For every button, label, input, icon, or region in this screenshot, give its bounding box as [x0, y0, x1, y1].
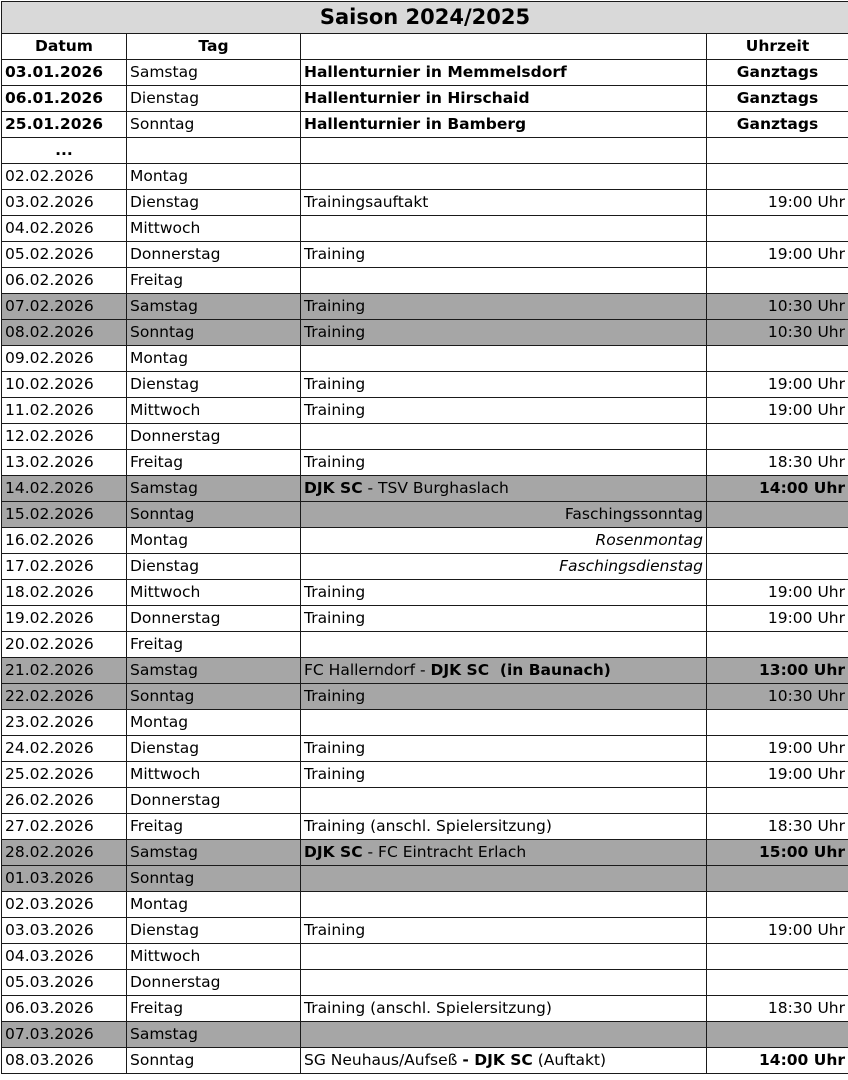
- table-row: [2, 840, 848, 866]
- cell-event: [301, 658, 707, 684]
- cell-datum: 01.03.2026: [2, 866, 127, 892]
- cell-tag: Donnerstag: [127, 606, 301, 632]
- table-row: [2, 632, 848, 658]
- cell-datum: 08.03.2026: [2, 1048, 127, 1074]
- cell-tag: Freitag: [127, 996, 301, 1022]
- cell-uhrzeit: [707, 424, 848, 450]
- event-text: - TSV Burghaslach: [362, 479, 509, 497]
- cell-tag: Samstag: [127, 658, 301, 684]
- cell-event: [301, 632, 707, 658]
- cell-datum: 12.02.2026: [2, 424, 127, 450]
- cell-tag: Mittwoch: [127, 216, 301, 242]
- cell-event: [301, 814, 707, 840]
- cell-event: [301, 398, 707, 424]
- cell-event: [301, 1022, 707, 1048]
- cell-event: [301, 944, 707, 970]
- table-row: [2, 242, 848, 268]
- cell-datum: 03.03.2026: [2, 918, 127, 944]
- cell-tag: Sonntag: [127, 1048, 301, 1074]
- cell-tag: Donnerstag: [127, 242, 301, 268]
- cell-tag: Mittwoch: [127, 580, 301, 606]
- cell-datum: 06.02.2026: [2, 268, 127, 294]
- cell-datum: 21.02.2026: [2, 658, 127, 684]
- cell-tag: Samstag: [127, 294, 301, 320]
- cell-tag: Samstag: [127, 1022, 301, 1048]
- cell-datum: 14.02.2026: [2, 476, 127, 502]
- event-text: Training: [304, 453, 366, 471]
- cell-uhrzeit: 13:00 Uhr: [707, 658, 848, 684]
- cell-event: [301, 476, 707, 502]
- cell-uhrzeit: [707, 1022, 848, 1048]
- cell-uhrzeit: [707, 788, 848, 814]
- event-text: Training: [304, 921, 366, 939]
- table-row: [2, 944, 848, 970]
- event-text: Training: [304, 687, 366, 705]
- event-text: DJK SC (in Baunach): [430, 661, 611, 679]
- table-row: [2, 398, 848, 424]
- cell-event: [301, 216, 707, 242]
- cell-tag: Dienstag: [127, 190, 301, 216]
- table-row: [2, 528, 848, 554]
- table-row: [2, 658, 848, 684]
- cell-tag: Samstag: [127, 60, 301, 86]
- table-row: [2, 1048, 848, 1074]
- table-row: [2, 112, 848, 138]
- table-row: [2, 372, 848, 398]
- event-text: FC Hallerndorf -: [304, 661, 431, 679]
- cell-tag: Mittwoch: [127, 398, 301, 424]
- table-row: [2, 580, 848, 606]
- cell-datum: 06.03.2026: [2, 996, 127, 1022]
- table-row: [2, 736, 848, 762]
- cell-uhrzeit: [707, 216, 848, 242]
- table-row: [2, 788, 848, 814]
- cell-tag: Samstag: [127, 840, 301, 866]
- cell-tag: Montag: [127, 528, 301, 554]
- cell-event: [301, 372, 707, 398]
- cell-event: [301, 554, 707, 580]
- cell-uhrzeit: [707, 970, 848, 996]
- cell-datum: 03.01.2026: [2, 60, 127, 86]
- cell-datum: 15.02.2026: [2, 502, 127, 528]
- event-text: Rosenmontag: [595, 531, 703, 549]
- table-row: [2, 554, 848, 580]
- cell-event: [301, 60, 707, 86]
- header-event: [301, 34, 707, 60]
- cell-event: [301, 502, 707, 528]
- cell-tag: Montag: [127, 892, 301, 918]
- table-row: [2, 164, 848, 190]
- cell-tag: Freitag: [127, 814, 301, 840]
- cell-uhrzeit: 10:30 Uhr: [707, 320, 848, 346]
- cell-uhrzeit: [707, 502, 848, 528]
- cell-uhrzeit: 15:00 Uhr: [707, 840, 848, 866]
- title-row: [2, 2, 848, 34]
- cell-tag: Sonntag: [127, 502, 301, 528]
- cell-datum: 05.03.2026: [2, 970, 127, 996]
- cell-event: [301, 788, 707, 814]
- cell-tag: Montag: [127, 346, 301, 372]
- table-row: [2, 502, 848, 528]
- cell-uhrzeit: 14:00 Uhr: [707, 1048, 848, 1074]
- event-text: Hallenturnier in Hirschaid: [304, 89, 530, 107]
- cell-tag: Samstag: [127, 476, 301, 502]
- cell-event: [301, 606, 707, 632]
- cell-event: [301, 424, 707, 450]
- cell-datum: 18.02.2026: [2, 580, 127, 606]
- cell-uhrzeit: [707, 710, 848, 736]
- cell-uhrzeit: [707, 892, 848, 918]
- cell-datum: 19.02.2026: [2, 606, 127, 632]
- cell-tag: [127, 138, 301, 164]
- event-text: Training: [304, 375, 366, 393]
- cell-event: [301, 112, 707, 138]
- table-row: [2, 320, 848, 346]
- cell-uhrzeit: 10:30 Uhr: [707, 294, 848, 320]
- cell-event: [301, 1048, 707, 1074]
- cell-tag: Sonntag: [127, 866, 301, 892]
- cell-event: [301, 710, 707, 736]
- cell-datum: 02.02.2026: [2, 164, 127, 190]
- event-text: Training: [304, 401, 366, 419]
- cell-tag: Donnerstag: [127, 424, 301, 450]
- cell-event: [301, 736, 707, 762]
- table-row: [2, 424, 848, 450]
- cell-event: [301, 840, 707, 866]
- cell-tag: Dienstag: [127, 554, 301, 580]
- cell-datum: 08.02.2026: [2, 320, 127, 346]
- event-text: Training: [304, 583, 366, 601]
- cell-uhrzeit: Ganztags: [707, 60, 848, 86]
- table-row: [2, 996, 848, 1022]
- cell-tag: Mittwoch: [127, 762, 301, 788]
- table-row: [2, 762, 848, 788]
- event-text: Training: [304, 323, 366, 341]
- cell-uhrzeit: [707, 164, 848, 190]
- cell-event: [301, 320, 707, 346]
- cell-datum: 07.02.2026: [2, 294, 127, 320]
- cell-datum: 11.02.2026: [2, 398, 127, 424]
- cell-tag: Freitag: [127, 450, 301, 476]
- cell-datum: 25.01.2026: [2, 112, 127, 138]
- cell-datum: 23.02.2026: [2, 710, 127, 736]
- cell-uhrzeit: [707, 346, 848, 372]
- cell-uhrzeit: Ganztags: [707, 86, 848, 112]
- table-row: [2, 476, 848, 502]
- cell-tag: Montag: [127, 164, 301, 190]
- cell-tag: Dienstag: [127, 372, 301, 398]
- cell-uhrzeit: [707, 138, 848, 164]
- cell-tag: Freitag: [127, 268, 301, 294]
- cell-event: [301, 996, 707, 1022]
- cell-uhrzeit: 18:30 Uhr: [707, 450, 848, 476]
- cell-uhrzeit: [707, 554, 848, 580]
- cell-datum: 28.02.2026: [2, 840, 127, 866]
- cell-uhrzeit: 19:00 Uhr: [707, 242, 848, 268]
- cell-datum: 24.02.2026: [2, 736, 127, 762]
- cell-event: [301, 190, 707, 216]
- cell-uhrzeit: 19:00 Uhr: [707, 762, 848, 788]
- cell-datum: 13.02.2026: [2, 450, 127, 476]
- event-text: Trainingsauftakt: [304, 193, 429, 211]
- cell-datum: 20.02.2026: [2, 632, 127, 658]
- table-row: [2, 606, 848, 632]
- table-row: [2, 190, 848, 216]
- cell-event: [301, 138, 707, 164]
- event-text: (Auftakt): [532, 1051, 607, 1069]
- cell-uhrzeit: 18:30 Uhr: [707, 814, 848, 840]
- event-text: Training: [304, 765, 366, 783]
- cell-uhrzeit: 19:00 Uhr: [707, 606, 848, 632]
- cell-event: [301, 164, 707, 190]
- table-row: [2, 892, 848, 918]
- cell-tag: Mittwoch: [127, 944, 301, 970]
- event-text: Faschingsdienstag: [559, 557, 703, 575]
- cell-uhrzeit: 14:00 Uhr: [707, 476, 848, 502]
- event-text: Training: [304, 297, 366, 315]
- cell-event: [301, 970, 707, 996]
- cell-event: [301, 294, 707, 320]
- cell-datum: 04.02.2026: [2, 216, 127, 242]
- event-text: DJK SC: [304, 479, 363, 497]
- table-row: [2, 294, 848, 320]
- cell-uhrzeit: 19:00 Uhr: [707, 736, 848, 762]
- cell-event: [301, 580, 707, 606]
- cell-uhrzeit: 18:30 Uhr: [707, 996, 848, 1022]
- cell-event: [301, 918, 707, 944]
- cell-uhrzeit: 19:00 Uhr: [707, 918, 848, 944]
- schedule-table: [1, 1, 848, 1074]
- cell-datum: 04.03.2026: [2, 944, 127, 970]
- event-text: Training (anschl. Spielersitzung): [304, 999, 552, 1017]
- table-row: [2, 86, 848, 112]
- table-row: [2, 346, 848, 372]
- cell-uhrzeit: [707, 268, 848, 294]
- cell-event: [301, 242, 707, 268]
- table-row: [2, 60, 848, 86]
- cell-datum: 02.03.2026: [2, 892, 127, 918]
- table-row: [2, 684, 848, 710]
- cell-datum: 22.02.2026: [2, 684, 127, 710]
- cell-uhrzeit: [707, 944, 848, 970]
- schedule-rows: [2, 60, 848, 1074]
- cell-uhrzeit: 19:00 Uhr: [707, 580, 848, 606]
- cell-event: [301, 866, 707, 892]
- cell-tag: Donnerstag: [127, 788, 301, 814]
- cell-event: [301, 268, 707, 294]
- season-title: Saison 2024/2025: [2, 2, 848, 34]
- cell-datum: 25.02.2026: [2, 762, 127, 788]
- table-row: [2, 268, 848, 294]
- cell-tag: Freitag: [127, 632, 301, 658]
- cell-tag: Donnerstag: [127, 970, 301, 996]
- cell-tag: Sonntag: [127, 112, 301, 138]
- cell-uhrzeit: 19:00 Uhr: [707, 190, 848, 216]
- cell-event: [301, 684, 707, 710]
- cell-event: [301, 528, 707, 554]
- cell-event: [301, 892, 707, 918]
- cell-event: [301, 762, 707, 788]
- event-text: Hallenturnier in Memmelsdorf: [304, 63, 567, 81]
- cell-uhrzeit: [707, 528, 848, 554]
- cell-uhrzeit: Ganztags: [707, 112, 848, 138]
- event-text: - DJK SC: [462, 1051, 533, 1069]
- cell-tag: Montag: [127, 710, 301, 736]
- cell-datum: 09.02.2026: [2, 346, 127, 372]
- cell-tag: Sonntag: [127, 684, 301, 710]
- table-row: [2, 970, 848, 996]
- event-text: Training: [304, 245, 366, 263]
- cell-datum: 17.02.2026: [2, 554, 127, 580]
- header-tag: Tag: [127, 34, 301, 60]
- cell-uhrzeit: 19:00 Uhr: [707, 372, 848, 398]
- event-text: SG Neuhaus/Aufseß: [304, 1051, 463, 1069]
- cell-uhrzeit: [707, 866, 848, 892]
- cell-datum: ...: [2, 138, 127, 164]
- cell-event: [301, 450, 707, 476]
- cell-datum: 10.02.2026: [2, 372, 127, 398]
- event-text: Training (anschl. Spielersitzung): [304, 817, 552, 835]
- header-row: [2, 34, 848, 60]
- table-row: [2, 866, 848, 892]
- cell-datum: 16.02.2026: [2, 528, 127, 554]
- header-datum: Datum: [2, 34, 127, 60]
- cell-tag: Dienstag: [127, 86, 301, 112]
- cell-datum: 03.02.2026: [2, 190, 127, 216]
- cell-datum: 27.02.2026: [2, 814, 127, 840]
- table-row: [2, 216, 848, 242]
- table-row: [2, 1022, 848, 1048]
- event-text: Training: [304, 609, 366, 627]
- table-row: [2, 138, 848, 164]
- cell-datum: 07.03.2026: [2, 1022, 127, 1048]
- event-text: DJK SC: [304, 843, 363, 861]
- event-text: - FC Eintracht Erlach: [362, 843, 527, 861]
- cell-uhrzeit: 10:30 Uhr: [707, 684, 848, 710]
- cell-tag: Dienstag: [127, 736, 301, 762]
- cell-event: [301, 346, 707, 372]
- cell-event: [301, 86, 707, 112]
- table-row: [2, 918, 848, 944]
- table-row: [2, 710, 848, 736]
- table-row: [2, 814, 848, 840]
- table-row: [2, 450, 848, 476]
- cell-uhrzeit: [707, 632, 848, 658]
- cell-datum: 26.02.2026: [2, 788, 127, 814]
- header-uhrzeit: Uhrzeit: [707, 34, 848, 60]
- cell-datum: 06.01.2026: [2, 86, 127, 112]
- event-text: Training: [304, 739, 366, 757]
- event-text: Faschingssonntag: [564, 505, 703, 523]
- cell-tag: Dienstag: [127, 918, 301, 944]
- event-text: Hallenturnier in Bamberg: [304, 115, 527, 133]
- cell-uhrzeit: 19:00 Uhr: [707, 398, 848, 424]
- cell-datum: 05.02.2026: [2, 242, 127, 268]
- cell-tag: Sonntag: [127, 320, 301, 346]
